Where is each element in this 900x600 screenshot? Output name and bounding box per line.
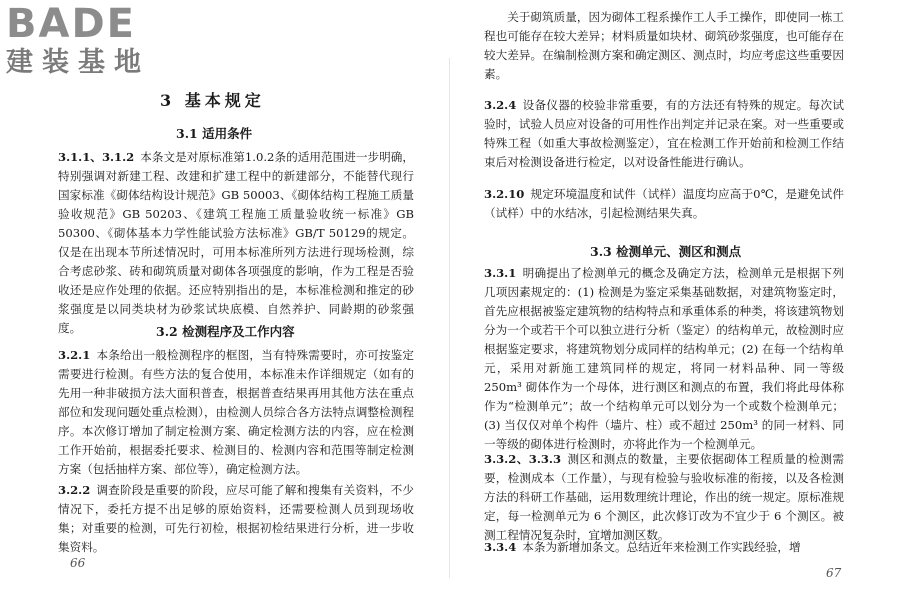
clause-3-3-4 — [484, 538, 844, 557]
clause-number: 3.3.2、3.3.3 — [484, 452, 562, 466]
clause-number: 3.2.4 — [484, 98, 517, 112]
clause-text: 本条文是对原标准第1.0.2条的适用范围进一步明确，特别强调对新建工程、改建和扩建工程中的新建部分，不能替代现行国家标准《砌体结构设计规范》GB 50003、《砌体结构工程施工质量验收规范》GB 50203、《建筑工程施工质量验收统一标准》GB 50300、《砌体基本力学性能试验方法标准》GB/T 50129的规定。仅是在出现本节所述情况时，可用本标准所列方法进行现场检测，综合考虑砂浆、砖和砌筑质量对砌体各项强度的影响，作为工程是否验收还是应作处理的依据。还应特别指出的是，本标准检测和推定的砂浆强度是以同类块材为砂浆试块底模、自然养护、同龄期的砂浆强度。 — [58, 150, 414, 335]
clause-3-3-2 — [484, 450, 844, 545]
clause-number: 3.2.2 — [58, 483, 91, 497]
clause-text: 规定环境温度和试件（试样）温度均应高于0℃，是避免试件（试样）中的水结冰，引起检测结果失真。 — [484, 187, 844, 220]
logo-brand: BADE — [6, 1, 136, 47]
clause-3-1-1 — [58, 148, 414, 338]
logo-tagline: 建装基地 — [6, 47, 150, 78]
chapter-title: 3 基本规定 — [160, 91, 265, 110]
clause-3-2-10 — [484, 185, 844, 223]
clause-text: 本条给出一般检测程序的框图，当有特殊需要时，亦可按鉴定需要进行检测。有些方法的复合使用，本标准未作详细规定（如有的先用一种非破损方法大面积普查，根据普查结果再用其他方法在重点部位和发现问题处重点检测），由检测人员综合各方法特点调整检测程序。本次修订增加了制定检测方案、确定检测方法的内容，应在检测工作开始前，根据委托要求、检测目的、检测内容和范围等制定检测方案（包括抽样方案、部位等），确定检测方法。 — [58, 348, 414, 476]
clause-3-2-2 — [58, 481, 414, 557]
clause-3-2-1 — [58, 346, 414, 479]
logo — [6, 1, 176, 82]
clause-number: 3.3.4 — [484, 540, 517, 554]
clause-3-3-1 — [484, 264, 844, 454]
clause-text: 本条为新增加条文。总结近年来检测工作实践经验，增 — [522, 540, 801, 554]
clause-number: 3.2.10 — [484, 187, 525, 201]
clause-number: 3.3.1 — [484, 266, 517, 280]
page-number-right: 67 — [826, 566, 842, 580]
clause-text: 调查阶段是重要的阶段，应尽可能了解和搜集有关资料，不少情况下，委托方提不出足够的原始资料，还需要检测人员到现场收集；对重要的检测，可先行初检，根据初检结果进行分析，进一步收集资料。 — [58, 483, 414, 554]
page-gutter — [449, 58, 450, 578]
clause-text: 设备仪器的校验非常重要，有的方法还有特殊的规定。每次试验时，试验人员应对设备的可用性作出判定并记录在案。对一些重要或特殊工程（如重大事故检测鉴定），宜在检测工作开始前和检测工作结束后对检测设备进行检定，以对设备性能进行确认。 — [484, 98, 844, 169]
section-heading-3-3: 3.3 检测单元、测区和测点 — [590, 244, 742, 259]
clause-text: 测区和测点的数量，主要依据砌体工程质量的检测需要，检测成本（工作量），与现有检验与验收标准的衔接，以及各检测方法的科研工作基础，运用数理统计理论，作出的统一规定。原标准规定，每一检测单元为 6 个测区，此次修订改为不宜少于 6 个测区。被测工程情况复杂时，宜增加测区数。 — [484, 452, 844, 542]
page-number-left: 66 — [70, 556, 86, 570]
clause-text: 明确提出了检测单元的概念及确定方法，检测单元是根据下列几项因素规定的：(1) 检测是为鉴定采集基础数据，对建筑物鉴定时，首先应根据被鉴定建筑物的结构特点和承重体系的种类，将该建筑物划分为一个或若干个可以独立进行分析（鉴定）的结构单元，故检测时应根据鉴定要求，将建筑物划分成同样的结构单元；(2) 在每一个结构单元，采用对新施工建筑同样的规定，将同一材料品种、同一等级 250m³ 砌体作为一个母体，进行测区和测点的布置，我们将此母体称作为“检测单元”；故一个结构单元可以划分为一个或数个检测单元；(3) 当仅仅对单个构件（墙片、柱）或不超过 250m³ 的同一材料、同一等级的砌体进行检测时，亦将此作为一个检测单元。 — [484, 266, 844, 451]
section-heading-3-2: 3.2 检测程序及工作内容 — [156, 324, 295, 339]
clause-number: 3.2.1 — [58, 348, 91, 362]
clause-number: 3.1.1、3.1.2 — [58, 150, 135, 164]
section-heading-3-1: 3.1 适用条件 — [176, 126, 253, 141]
clause-3-2-4 — [484, 96, 844, 172]
paragraph-continuation: 关于砌筑质量，因为砌体工程系操作工人手工操作，即使同一栋工程也可能存在较大差异；材料质量如块材、砌筑砂浆强度，也可能存在较大差异。在编制检测方案和确定测区、测点时，均应考虑这些重要因素。 — [484, 10, 844, 81]
